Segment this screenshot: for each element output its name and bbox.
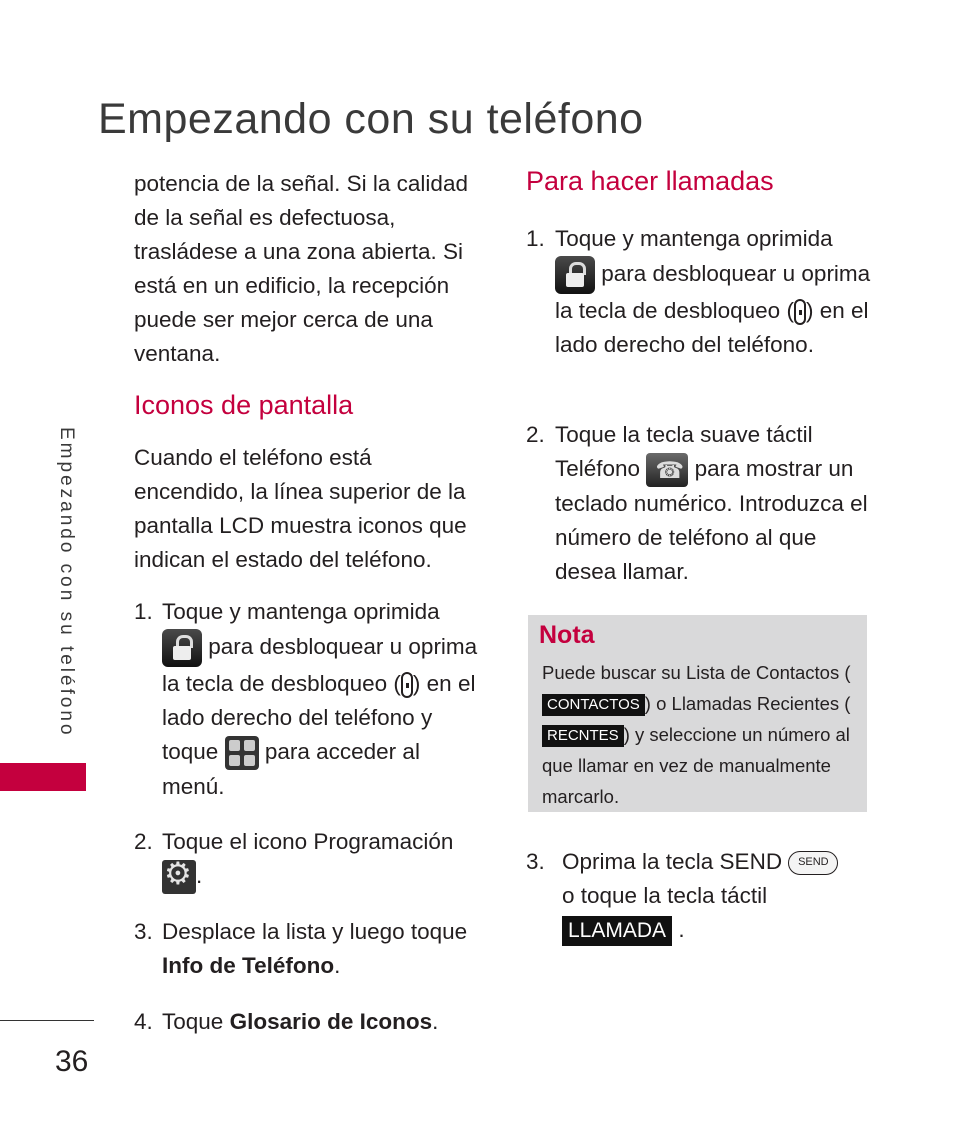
section-heading-llamadas: Para hacer llamadas [526, 166, 774, 196]
step-text [555, 418, 877, 589]
lock-icon [555, 256, 595, 294]
footer-divider [0, 1020, 94, 1021]
step-number: 2. [134, 829, 153, 854]
side-tab-marker [0, 763, 86, 791]
step-text-d: ) en el lado derecho del teléfono. [555, 298, 869, 357]
step-text [162, 915, 492, 983]
step-text-b: para desbloquear u oprima la tecla de desbloqueo ( [162, 633, 478, 696]
note-text-a: Puede buscar su Lista de Contactos ( [542, 662, 851, 683]
step-text-a: Oprima la tecla SEND [562, 849, 783, 874]
note-title: Nota [539, 621, 595, 649]
step-number: 4. [134, 1009, 153, 1034]
step-text-a: Toque y mantenga oprimida [162, 599, 440, 624]
note-text-c: ) y seleccione un número al que llamar en vez de manualmente marcarlo. [542, 724, 850, 807]
side-key-icon [401, 672, 413, 698]
step-number: 2. [526, 422, 545, 447]
side-key-icon [794, 299, 806, 325]
step-text-a: Desplace la lista y luego toque [162, 919, 468, 944]
step-text-a: Toque la tecla suave táctil Teléfono [555, 422, 813, 481]
step-text-d: para acceder al menú. [162, 739, 420, 800]
lock-icon [162, 629, 202, 667]
step-text-c: ( [786, 298, 794, 323]
step-text-c: . [678, 917, 685, 942]
step-text-a: Toque el icono Programación [162, 829, 454, 854]
note-box [528, 615, 867, 812]
step-text [162, 825, 484, 894]
step-bold-term: Glosario de Iconos [229, 1009, 433, 1034]
note-text-b: ) o Llamadas Recientes ( [644, 693, 851, 714]
step-text-a: Toque [162, 1009, 224, 1034]
step-bold-term: Info de Teléfono [162, 953, 335, 978]
page-title: Empezando con su teléfono [98, 94, 644, 143]
recent-softkey: RECNTES [542, 725, 624, 747]
step-text [562, 845, 872, 947]
side-tab-label: Empezando con su teléfono [56, 427, 77, 738]
step-text [555, 222, 875, 362]
step-number: 1. [134, 599, 153, 624]
phone-icon [646, 453, 688, 487]
send-key-icon: SEND [788, 851, 838, 875]
step-text-b: . [196, 863, 203, 888]
section-body: Cuando el teléfono está encendido, la línea superior de la pantalla LCD muestra iconos que indican el estado del teléfono. [134, 445, 467, 572]
step-text-a: Toque y mantenga oprimida [555, 226, 833, 251]
step-text-b: . [432, 1009, 439, 1034]
step-number: 3. [134, 919, 153, 944]
step-text-b: para desbloquear u oprima la tecla de desbloqueo [555, 260, 871, 323]
step-number: 3. [526, 849, 545, 874]
step-text-c: ) en el lado derecho del teléfono y toque [162, 671, 476, 764]
menu-icon [225, 736, 259, 770]
call-softkey: LLAMADA [562, 916, 672, 946]
step-text-b: o toque la tecla táctil [562, 883, 768, 908]
intro-paragraph: potencia de la señal. Si la calidad de la señal es defectuosa, trasládese a una zona abierta. Si está en un edificio, la recepción puede ser mejor cerca de una ventana. [134, 171, 468, 366]
step-text-b: para mostrar un teclado numérico. Introduzca el número de teléfono al que desea llamar. [555, 456, 868, 585]
step-text [162, 1005, 492, 1039]
step-number: 1. [526, 226, 545, 251]
step-text [162, 595, 484, 804]
step-text-b: . [334, 953, 341, 978]
section-heading-iconos: Iconos de pantalla [134, 390, 354, 420]
settings-icon [162, 860, 196, 894]
page-number: 36 [55, 1045, 89, 1078]
note-text [542, 657, 864, 812]
contacts-softkey: CONTACTOS [542, 694, 645, 716]
